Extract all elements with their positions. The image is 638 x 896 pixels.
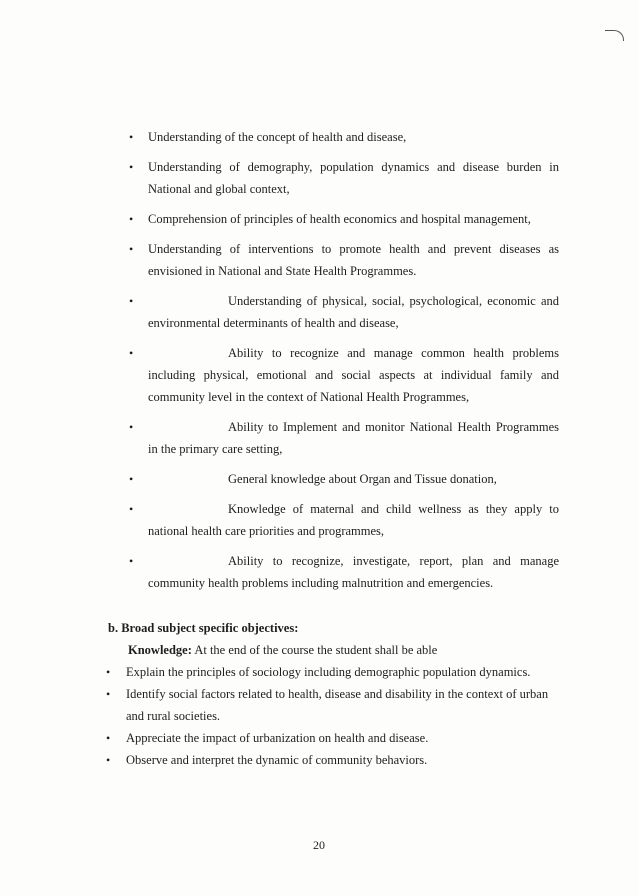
list-item-text: Appreciate the impact of urbanization on health and disease.: [126, 731, 429, 745]
list-item: [129, 290, 559, 334]
list-item: [129, 156, 559, 200]
section-heading: b. Broad subject specific objectives:: [108, 621, 299, 635]
list-item: [129, 416, 559, 460]
objectives-list: [129, 126, 559, 602]
list-item-text: Ability to Implement and monitor National Health Programmes in the primary care setting,: [148, 420, 559, 456]
bullet-icon: •: [129, 242, 134, 256]
list-item-text: Comprehension of principles of health economics and hospital management,: [148, 212, 531, 226]
bullet-icon: •: [129, 472, 134, 486]
bullet-icon: •: [129, 212, 134, 226]
bullet-icon: •: [106, 731, 111, 745]
list-item: [106, 727, 558, 749]
list-item: [106, 683, 558, 727]
knowledge-intro: [108, 639, 558, 661]
bullet-icon: •: [129, 554, 134, 568]
list-item-text: Ability to recognize, investigate, report, plan and manage community health problems including malnutrition and emergencies.: [148, 554, 559, 590]
list-item: [129, 498, 559, 542]
list-item: [129, 468, 559, 490]
list-item: [129, 126, 559, 148]
bullet-icon: •: [106, 753, 111, 767]
bullet-icon: •: [129, 294, 134, 308]
list-item: [106, 749, 558, 771]
bullet-icon: •: [129, 130, 134, 144]
bullet-icon: •: [129, 420, 134, 434]
list-item-text: Understanding of physical, social, psychological, economic and environmental determinants of health and disease,: [148, 294, 559, 330]
bullet-icon: •: [106, 665, 111, 679]
list-item-text: Understanding of interventions to promote health and prevent diseases as envisioned in National and State Health Programmes.: [148, 242, 559, 278]
list-item-text: Understanding of the concept of health and disease,: [148, 130, 407, 144]
list-item: [106, 661, 558, 683]
knowledge-label: Knowledge:: [128, 643, 192, 657]
corner-mark-icon: [605, 30, 624, 41]
list-item-text: Identify social factors related to health, disease and disability in the context of urban and rural societies.: [126, 687, 549, 723]
list-item-text: Understanding of demography, population dynamics and disease burden in National and global context,: [148, 160, 559, 196]
broad-objectives-section: [108, 617, 558, 771]
list-item-text: General knowledge about Organ and Tissue donation,: [228, 472, 497, 486]
bullet-icon: •: [129, 160, 134, 174]
list-item-text: Knowledge of maternal and child wellness as they apply to national health care priorities and programmes,: [148, 502, 559, 538]
knowledge-text: At the end of the course the student shall be able: [191, 643, 438, 657]
bullet-icon: •: [129, 346, 134, 360]
knowledge-objectives-list: [106, 661, 558, 771]
list-item: [129, 238, 559, 282]
list-item-text: Explain the principles of sociology including demographic population dynamics.: [126, 665, 531, 679]
list-item: [129, 208, 559, 230]
list-item-text: Observe and interpret the dynamic of community behaviors.: [126, 753, 428, 767]
list-item: [129, 342, 559, 408]
bullet-icon: •: [106, 687, 111, 701]
list-item: [129, 550, 559, 594]
bullet-icon: •: [129, 502, 134, 516]
list-item-text: Ability to recognize and manage common health problems including physical, emotional and social aspects at individual family and community level in the context of National Health Programmes,: [148, 346, 559, 404]
page-number: 20: [313, 838, 325, 852]
